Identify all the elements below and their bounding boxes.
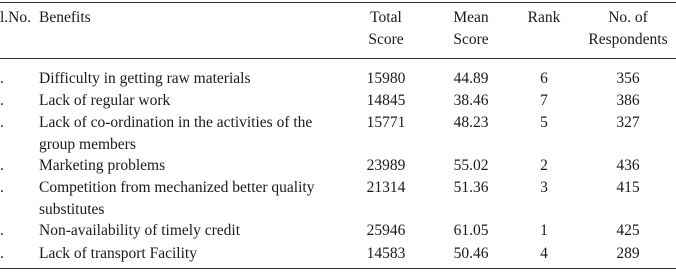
row-respondents: 289: [616, 245, 640, 262]
row-mean-score: 55.02: [453, 157, 489, 174]
row-sl: .: [0, 245, 4, 262]
row-rank: 7: [540, 92, 548, 109]
header-mean-score-line2: Score: [453, 31, 489, 48]
header-benefits: Benefits: [39, 9, 91, 26]
header-mean-score-line1: Mean: [453, 9, 489, 26]
row-rank: 3: [540, 179, 548, 196]
header-total-score: [352, 7, 420, 51]
row-total-score: 15771: [366, 114, 406, 131]
row-respondents: 436: [616, 157, 640, 174]
row-benefit: Lack of regular work: [39, 92, 171, 109]
row-respondents: 415: [616, 179, 640, 196]
row-total-score: 14583: [366, 245, 406, 262]
header-mean-score: [436, 7, 506, 51]
row-total-score: 21314: [366, 179, 406, 196]
row-rank: 2: [540, 157, 548, 174]
header-sl-no: l.No.: [0, 9, 31, 26]
row-sl: .: [0, 222, 4, 239]
row-mean-score: 38.46: [453, 92, 489, 109]
header-respondents: [578, 7, 676, 51]
row-sl: .: [0, 70, 4, 87]
row-sl: .: [0, 157, 4, 174]
row-sl: .: [0, 92, 4, 109]
table-header-rule: [0, 58, 676, 59]
row-mean-score: 51.36: [453, 179, 489, 196]
row-mean-score: 48.23: [453, 114, 489, 131]
row-benefit: Non-availability of timely credit: [39, 222, 241, 239]
row-benefit: Competition from mechanized better quality substitutes: [39, 179, 315, 218]
row-sl: .: [0, 114, 4, 131]
row-benefit: Lack of co-ordination in the activities of the group members: [39, 114, 313, 153]
header-respondents-line2: Respondents: [588, 31, 668, 48]
row-mean-score: 44.89: [453, 70, 489, 87]
row-respondents: 386: [616, 92, 640, 109]
header-total-score-line1: Total: [370, 9, 402, 26]
row-total-score: 23989: [366, 157, 406, 174]
row-benefit: Difficulty in getting raw materials: [39, 70, 251, 87]
header-rank: Rank: [527, 9, 561, 26]
header-total-score-line2: Score: [368, 31, 404, 48]
row-mean-score: 50.46: [453, 245, 489, 262]
row-rank: 1: [540, 222, 548, 239]
row-mean-score: 61.05: [453, 222, 489, 239]
row-total-score: 25946: [366, 222, 406, 239]
table-bottom-rule: [0, 268, 676, 269]
row-benefit: Lack of transport Facility: [39, 245, 197, 262]
row-respondents: 327: [616, 114, 640, 131]
row-rank: 4: [540, 245, 548, 262]
row-respondents: 356: [616, 70, 640, 87]
row-total-score: 14845: [366, 92, 406, 109]
row-sl: .: [0, 179, 4, 196]
header-respondents-line1: No. of: [608, 9, 648, 26]
row-total-score: 15980: [366, 70, 406, 87]
row-rank: 6: [540, 70, 548, 87]
row-benefit: Marketing problems: [39, 157, 166, 174]
table-top-rule: [0, 2, 676, 3]
row-rank: 5: [540, 114, 548, 131]
row-respondents: 425: [616, 222, 640, 239]
